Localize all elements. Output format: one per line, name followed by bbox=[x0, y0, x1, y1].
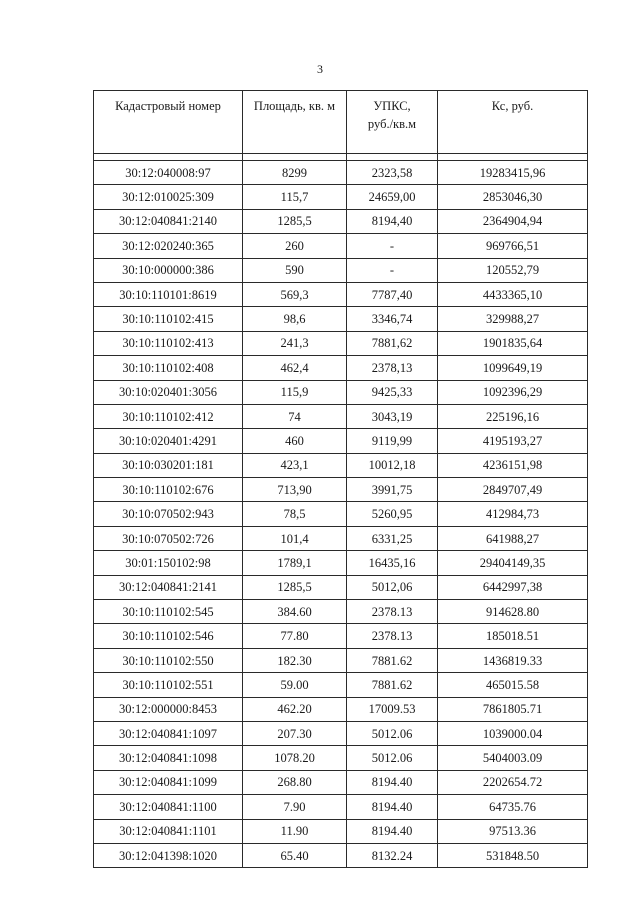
cell-area: 569,3 bbox=[243, 282, 347, 306]
cell-upks: 8194.40 bbox=[347, 770, 438, 794]
table-header bbox=[94, 91, 588, 161]
cell-upks: 8132.24 bbox=[347, 843, 438, 867]
cell-area: 460 bbox=[243, 429, 347, 453]
cell-area: 260 bbox=[243, 234, 347, 258]
cell-ks: 19283415,96 bbox=[438, 161, 588, 185]
cell-ks: 2849707,49 bbox=[438, 478, 588, 502]
cell-ks: 5404003.09 bbox=[438, 746, 588, 770]
cell-upks: 24659,00 bbox=[347, 185, 438, 209]
cell-ks: 4236151,98 bbox=[438, 453, 588, 477]
table-row bbox=[94, 526, 588, 550]
cell-upks: 7881.62 bbox=[347, 648, 438, 672]
cell-ks: 2364904,94 bbox=[438, 209, 588, 233]
cell-area: 207.30 bbox=[243, 721, 347, 745]
cell-cadastral-number: 30:10:070502:726 bbox=[94, 526, 243, 550]
cell-cadastral-number: 30:12:040841:2140 bbox=[94, 209, 243, 233]
cell-area: 59.00 bbox=[243, 673, 347, 697]
header-cadastral-number: Кадастровый номер bbox=[94, 91, 243, 154]
table-row bbox=[94, 356, 588, 380]
cell-area: 1078.20 bbox=[243, 746, 347, 770]
cell-cadastral-number: 30:10:110102:412 bbox=[94, 404, 243, 428]
cell-cadastral-number: 30:12:020240:365 bbox=[94, 234, 243, 258]
cell-ks: 465015.58 bbox=[438, 673, 588, 697]
cell-area: 115,9 bbox=[243, 380, 347, 404]
cell-area: 384.60 bbox=[243, 600, 347, 624]
header-ks: Кс, руб. bbox=[438, 91, 588, 154]
cell-ks: 531848.50 bbox=[438, 843, 588, 867]
cell-area: 7.90 bbox=[243, 795, 347, 819]
cell-ks: 29404149,35 bbox=[438, 551, 588, 575]
cell-upks: 9425,33 bbox=[347, 380, 438, 404]
cell-cadastral-number: 30:10:020401:4291 bbox=[94, 429, 243, 453]
cell-upks: 2378,13 bbox=[347, 356, 438, 380]
table-row bbox=[94, 282, 588, 306]
cell-upks: 16435,16 bbox=[347, 551, 438, 575]
cell-area: 462,4 bbox=[243, 356, 347, 380]
cell-cadastral-number: 30:10:110102:413 bbox=[94, 331, 243, 355]
cell-cadastral-number: 30:12:040841:1100 bbox=[94, 795, 243, 819]
spacer-cell bbox=[347, 154, 438, 161]
cell-cadastral-number: 30:10:020401:3056 bbox=[94, 380, 243, 404]
cell-ks: 225196,16 bbox=[438, 404, 588, 428]
cell-upks: 10012,18 bbox=[347, 453, 438, 477]
cell-area: 74 bbox=[243, 404, 347, 428]
cell-cadastral-number: 30:10:110102:550 bbox=[94, 648, 243, 672]
cell-upks: 3043,19 bbox=[347, 404, 438, 428]
cell-upks: 3346,74 bbox=[347, 307, 438, 331]
cell-cadastral-number: 30:12:041398:1020 bbox=[94, 843, 243, 867]
cell-cadastral-number: 30:10:000000:386 bbox=[94, 258, 243, 282]
cell-cadastral-number: 30:01:150102:98 bbox=[94, 551, 243, 575]
header-upks-line2: руб./кв.м bbox=[367, 117, 417, 131]
table-row bbox=[94, 673, 588, 697]
cell-ks: 329988,27 bbox=[438, 307, 588, 331]
header-spacer-row bbox=[94, 154, 588, 161]
cell-upks: 2378.13 bbox=[347, 624, 438, 648]
cell-area: 98,6 bbox=[243, 307, 347, 331]
table-row bbox=[94, 746, 588, 770]
cell-upks: 8194.40 bbox=[347, 819, 438, 843]
cell-upks: 6331,25 bbox=[347, 526, 438, 550]
table-row bbox=[94, 770, 588, 794]
cell-upks: - bbox=[347, 258, 438, 282]
cell-upks: 2378.13 bbox=[347, 600, 438, 624]
cell-area: 8299 bbox=[243, 161, 347, 185]
header-area: Площадь, кв. м bbox=[243, 91, 347, 154]
cell-cadastral-number: 30:12:040841:1097 bbox=[94, 721, 243, 745]
cell-area: 241,3 bbox=[243, 331, 347, 355]
header-upks bbox=[347, 91, 438, 154]
cell-upks: 7881.62 bbox=[347, 673, 438, 697]
cell-upks: - bbox=[347, 234, 438, 258]
cell-upks: 17009.53 bbox=[347, 697, 438, 721]
cell-ks: 1436819.33 bbox=[438, 648, 588, 672]
cell-ks: 120552,79 bbox=[438, 258, 588, 282]
table-row bbox=[94, 404, 588, 428]
cell-area: 1285,5 bbox=[243, 209, 347, 233]
header-row bbox=[94, 91, 588, 154]
cell-area: 1285,5 bbox=[243, 575, 347, 599]
cell-area: 1789,1 bbox=[243, 551, 347, 575]
table-row bbox=[94, 819, 588, 843]
cell-area: 462.20 bbox=[243, 697, 347, 721]
spacer-cell bbox=[243, 154, 347, 161]
cell-upks: 5012.06 bbox=[347, 746, 438, 770]
cell-area: 101,4 bbox=[243, 526, 347, 550]
cell-cadastral-number: 30:10:110102:551 bbox=[94, 673, 243, 697]
cell-area: 590 bbox=[243, 258, 347, 282]
cell-cadastral-number: 30:12:040841:1099 bbox=[94, 770, 243, 794]
cell-ks: 64735.76 bbox=[438, 795, 588, 819]
cell-upks: 8194,40 bbox=[347, 209, 438, 233]
cell-ks: 2853046,30 bbox=[438, 185, 588, 209]
table-row bbox=[94, 453, 588, 477]
cell-ks: 2202654.72 bbox=[438, 770, 588, 794]
cell-upks: 3991,75 bbox=[347, 478, 438, 502]
table-row bbox=[94, 795, 588, 819]
cell-cadastral-number: 30:12:040841:1101 bbox=[94, 819, 243, 843]
cell-ks: 1901835,64 bbox=[438, 331, 588, 355]
cell-cadastral-number: 30:10:110102:546 bbox=[94, 624, 243, 648]
table-row bbox=[94, 697, 588, 721]
cell-cadastral-number: 30:10:110102:408 bbox=[94, 356, 243, 380]
cell-ks: 969766,51 bbox=[438, 234, 588, 258]
cell-area: 78,5 bbox=[243, 502, 347, 526]
cell-cadastral-number: 30:12:000000:8453 bbox=[94, 697, 243, 721]
table-row bbox=[94, 843, 588, 867]
table-row bbox=[94, 307, 588, 331]
cell-area: 182.30 bbox=[243, 648, 347, 672]
table-row bbox=[94, 575, 588, 599]
cell-ks: 914628.80 bbox=[438, 600, 588, 624]
cell-upks: 9119,99 bbox=[347, 429, 438, 453]
cadastre-table bbox=[93, 90, 588, 868]
spacer-cell bbox=[438, 154, 588, 161]
cell-cadastral-number: 30:12:040008:97 bbox=[94, 161, 243, 185]
page-number: 3 bbox=[317, 62, 323, 76]
table-row bbox=[94, 600, 588, 624]
cell-ks: 7861805.71 bbox=[438, 697, 588, 721]
spacer-cell bbox=[94, 154, 243, 161]
cell-upks: 5012.06 bbox=[347, 721, 438, 745]
table-row bbox=[94, 209, 588, 233]
cell-cadastral-number: 30:10:110101:8619 bbox=[94, 282, 243, 306]
cell-area: 77.80 bbox=[243, 624, 347, 648]
table-row bbox=[94, 624, 588, 648]
table-row bbox=[94, 185, 588, 209]
table-row bbox=[94, 380, 588, 404]
cell-ks: 1092396,29 bbox=[438, 380, 588, 404]
cell-cadastral-number: 30:12:040841:1098 bbox=[94, 746, 243, 770]
cell-ks: 1039000.04 bbox=[438, 721, 588, 745]
cell-ks: 1099649,19 bbox=[438, 356, 588, 380]
cell-ks: 97513.36 bbox=[438, 819, 588, 843]
cell-cadastral-number: 30:10:110102:676 bbox=[94, 478, 243, 502]
table-row bbox=[94, 429, 588, 453]
table-row bbox=[94, 502, 588, 526]
cell-upks: 5012,06 bbox=[347, 575, 438, 599]
table-row bbox=[94, 234, 588, 258]
cell-cadastral-number: 30:12:040841:2141 bbox=[94, 575, 243, 599]
cell-area: 713,90 bbox=[243, 478, 347, 502]
cell-cadastral-number: 30:12:010025:309 bbox=[94, 185, 243, 209]
header-upks-line1: УПКС, bbox=[373, 99, 411, 113]
cell-upks: 2323,58 bbox=[347, 161, 438, 185]
table-row bbox=[94, 478, 588, 502]
table-row bbox=[94, 258, 588, 282]
cell-ks: 4195193,27 bbox=[438, 429, 588, 453]
cell-ks: 4433365,10 bbox=[438, 282, 588, 306]
cell-upks: 7787,40 bbox=[347, 282, 438, 306]
table-row bbox=[94, 648, 588, 672]
table-row bbox=[94, 551, 588, 575]
cell-ks: 412984,73 bbox=[438, 502, 588, 526]
cell-cadastral-number: 30:10:030201:181 bbox=[94, 453, 243, 477]
cell-ks: 6442997,38 bbox=[438, 575, 588, 599]
cell-cadastral-number: 30:10:110102:545 bbox=[94, 600, 243, 624]
cell-cadastral-number: 30:10:110102:415 bbox=[94, 307, 243, 331]
cell-area: 115,7 bbox=[243, 185, 347, 209]
table-row bbox=[94, 161, 588, 185]
cell-ks: 185018.51 bbox=[438, 624, 588, 648]
table-body bbox=[94, 161, 588, 868]
cell-cadastral-number: 30:10:070502:943 bbox=[94, 502, 243, 526]
cell-ks: 641988,27 bbox=[438, 526, 588, 550]
cell-upks: 5260,95 bbox=[347, 502, 438, 526]
cell-area: 65.40 bbox=[243, 843, 347, 867]
cell-upks: 8194.40 bbox=[347, 795, 438, 819]
cell-area: 423,1 bbox=[243, 453, 347, 477]
cell-area: 268.80 bbox=[243, 770, 347, 794]
table-row bbox=[94, 331, 588, 355]
cell-upks: 7881,62 bbox=[347, 331, 438, 355]
cell-area: 11.90 bbox=[243, 819, 347, 843]
table-row bbox=[94, 721, 588, 745]
